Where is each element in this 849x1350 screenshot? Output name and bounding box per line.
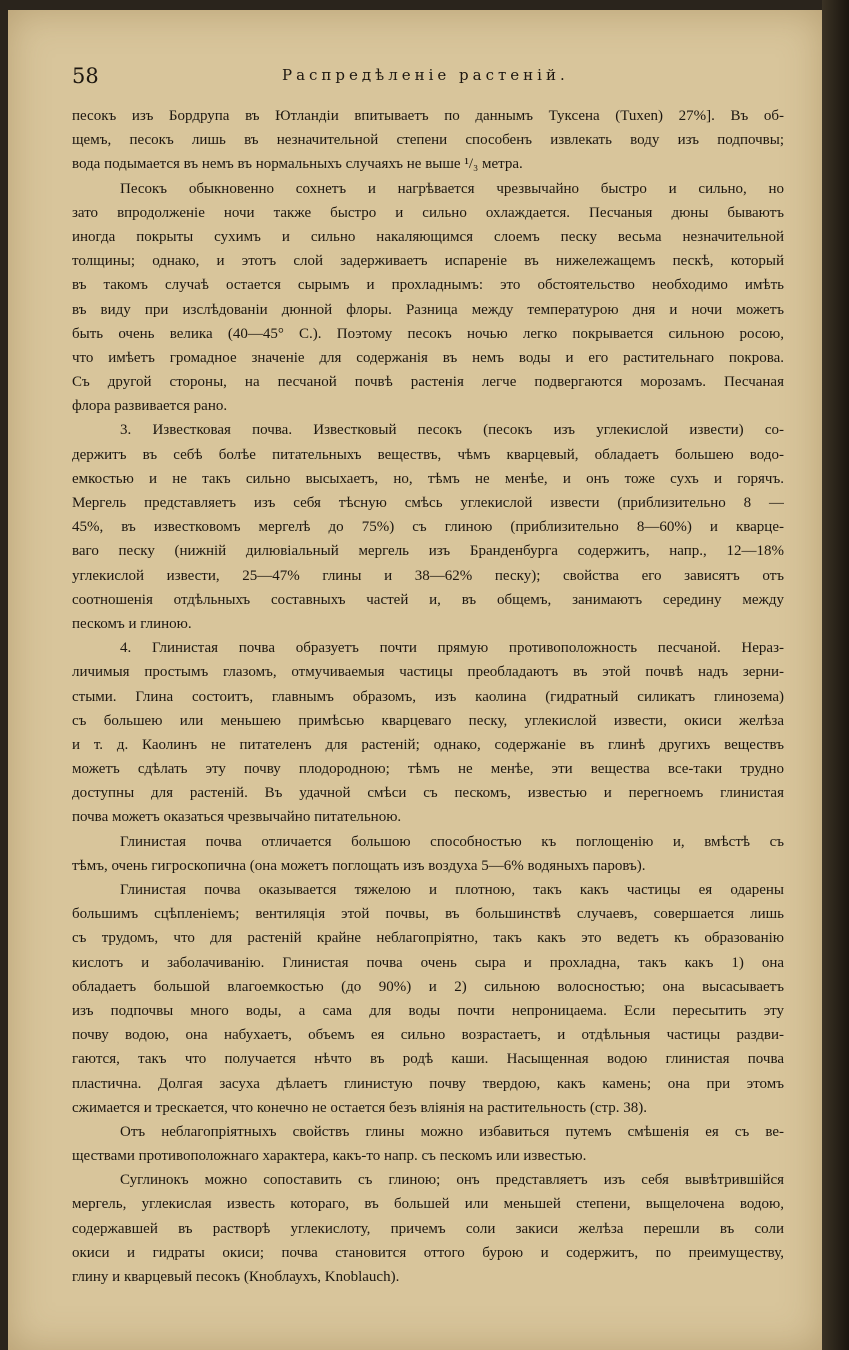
text-line: тѣмъ, очень гигроскопична (она можетъ поглощать изъ воздуха 5—6% водяныхъ паровъ). xyxy=(72,857,646,874)
body-text xyxy=(72,104,784,1289)
page-header xyxy=(72,58,782,98)
text-line: ваго песку (нижній дилювіальный мергель изъ Бранденбурга содержитъ, напр., 12—18% xyxy=(72,543,784,560)
text-line: пескомъ и глиною. xyxy=(72,615,192,632)
text-line: быть очень велика (40—45° С.). Поэтому песокъ ночью легко покрывается сильною росою, xyxy=(72,325,784,342)
text-line: держитъ въ себѣ болѣе питательныхъ веществъ, чѣмъ кварцевый, обладаетъ большею водо- xyxy=(72,446,784,463)
text-line: личимыя простымъ глазомъ, отмучиваемыя частицы преобладаютъ въ этой почвѣ надъ зерни- xyxy=(72,664,784,681)
text-line: Отъ неблагопріятныхъ свойствъ глины можно избавиться путемъ смѣшенія ея съ ве- xyxy=(120,1123,784,1140)
text-line: и т. д. Каолинъ не питателенъ для растеній; однако, содержаніе въ глинѣ другихъ веществъ xyxy=(72,736,784,753)
text-line: Суглинокъ можно сопоставить съ глиною; онъ представляетъ изъ себя вывѣтрившійся xyxy=(120,1172,784,1189)
text-line: флора развивается рано. xyxy=(72,398,228,415)
text-line: толщины; однако, и этотъ слой задерживаетъ испареніе въ нижележащемъ пескѣ, который xyxy=(72,253,784,270)
text-line: съ трудомъ, что для растеній крайне неблагопріятно, такъ какъ это ведетъ къ образованію xyxy=(72,930,784,947)
text-line: пластична. Долгая засуха дѣлаетъ глинистую почву твердою, какъ камень; она при этомъ xyxy=(72,1075,784,1092)
running-title: Распредѣленіе растеній. xyxy=(282,66,569,84)
text-line: мергель, углекислая известь котораго, въ большей или меньшей степени, выщелочена водою, xyxy=(72,1196,784,1213)
text-line: 3. Известковая почва. Известковый песокъ (песокъ изъ углекислой извести) со- xyxy=(120,422,784,439)
text-line: Мергель представляетъ изъ себя тѣсную смѣсь углекислой извести (приблизительно 8 — xyxy=(72,495,784,511)
text-line: доступны для растеній. Въ удачной смѣси съ пескомъ, известью и перегноемъ глинистая xyxy=(72,785,784,802)
text-line: зато впродолженіе ночи также быстро и сильно охлаждается. Песчаныя дюны бываютъ xyxy=(72,204,784,221)
text-line: почву водою, она набухаетъ, объемъ ея сильно возрастаетъ, и отдѣльныя частицы раздви- xyxy=(72,1027,784,1044)
text-line: можетъ сдѣлать эту почву плодородною; тѣмъ не менѣе, эти вещества все-таки трудно xyxy=(72,761,784,778)
text-line: съ большею или меньшею примѣсью кварцеваго песку, углекислой извести, окиси желѣза xyxy=(72,712,784,729)
text-line: кислотъ и заболачиванію. Глинистая почва очень сыра и прохладна, такъ какъ 1) она xyxy=(72,954,784,971)
text-line: вода подымается въ немъ въ нормальныхъ случаяхъ не выше ¹/₃ метра. xyxy=(72,156,523,173)
text-line: Глинистая почва отличается большою способностью къ поглощенію и, вмѣстѣ съ xyxy=(120,833,784,850)
text-line: щемъ, песокъ лишь въ незначительной степени способенъ извлекать воду изъ подпочвы; xyxy=(72,132,784,149)
text-line: сжимается и трескается, что конечно не остается безъ вліянія на растительность (стр. 38). xyxy=(72,1099,647,1116)
text-line: 4. Глинистая почва образуетъ почти прямую противоположность песчаной. Нераз- xyxy=(120,640,784,657)
page-number: 58 xyxy=(72,64,99,88)
text-line: почва можетъ оказаться чрезвычайно питательною. xyxy=(72,809,402,826)
text-line: въ виду при изслѣдованіи дюнной флоры. Разница между температурою дня и ночи можетъ xyxy=(72,301,784,318)
text-line: 45%, въ известковомъ мергелѣ до 75%) съ глиною (приблизительно 8—60%) и кварце- xyxy=(72,519,784,536)
text-line: что имѣетъ громадное значеніе для содержанія въ немъ воды и его растительнаго покрова. xyxy=(72,349,784,366)
text-line: въ такомъ случаѣ остается сырымъ и прохладнымъ: это обстоятельство необходимо имѣть xyxy=(72,277,784,294)
text-line: гаются, такъ что получается нѣчто въ родѣ каши. Насыщенная водою глинистая почва xyxy=(72,1051,784,1068)
text-line: стыми. Глина состоитъ, главнымъ образомъ, изъ каолина (гидратный силикатъ глинозема) xyxy=(72,688,784,705)
text-line: Глинистая почва оказывается тяжелою и плотною, такъ какъ частицы ея одарены xyxy=(120,882,784,898)
text-line: изъ подпочвы много воды, а сама для воды почти непроницаема. Если пересытить эту xyxy=(72,1002,784,1019)
page-edge xyxy=(822,0,849,1350)
text-line: обладаетъ большой влагоемкостью (до 90%) и 2) сильною волосностью; она высасываетъ xyxy=(72,978,784,995)
text-line: Песокъ обыкновенно сохнетъ и нагрѣвается чрезвычайно быстро и сильно, но xyxy=(120,180,784,197)
text-line: окиси и гидраты окиси; почва становится оттого бурою и содержитъ, по преимуществу, xyxy=(72,1244,784,1261)
text-line: емкостью и не такъ сильно высыхаетъ, но, тѣмъ не менѣе, и онъ тоже сухъ и горячъ. xyxy=(72,470,784,487)
text-line: соотношенія отдѣльныхъ составныхъ частей и, въ общемъ, занимаютъ середину между xyxy=(72,591,784,608)
text-line: глину и кварцевый песокъ (Кноблаухъ, Knoblauch). xyxy=(72,1269,400,1285)
text-line: углекислой извести, 25—47% глины и 38—62% песку); свойства его зависятъ отъ xyxy=(72,567,784,584)
text-line: содержавшей въ растворѣ углекислоту, причемъ соли закиси желѣза перешли въ соли xyxy=(72,1220,784,1237)
text-line: иногда покрыты сухимъ и сильно накаляющимся слоемъ песку весьма незначительной xyxy=(72,228,784,245)
text-line: ществами противоположнаго характера, какъ-то напр. съ пескомъ или известью. xyxy=(72,1148,587,1165)
text-line: песокъ изъ Бордрупа въ Ютландіи впитываетъ по даннымъ Туксена (Tuxen) 27%]. Въ об- xyxy=(72,108,784,124)
text-line: большимъ сцѣпленіемъ; вентиляція этой почвы, въ большинствѣ случаевъ, совершается лишь xyxy=(72,906,784,923)
text-line: Съ другой стороны, на песчаной почвѣ растенія легче подвергаются морозамъ. Песчаная xyxy=(72,374,784,391)
